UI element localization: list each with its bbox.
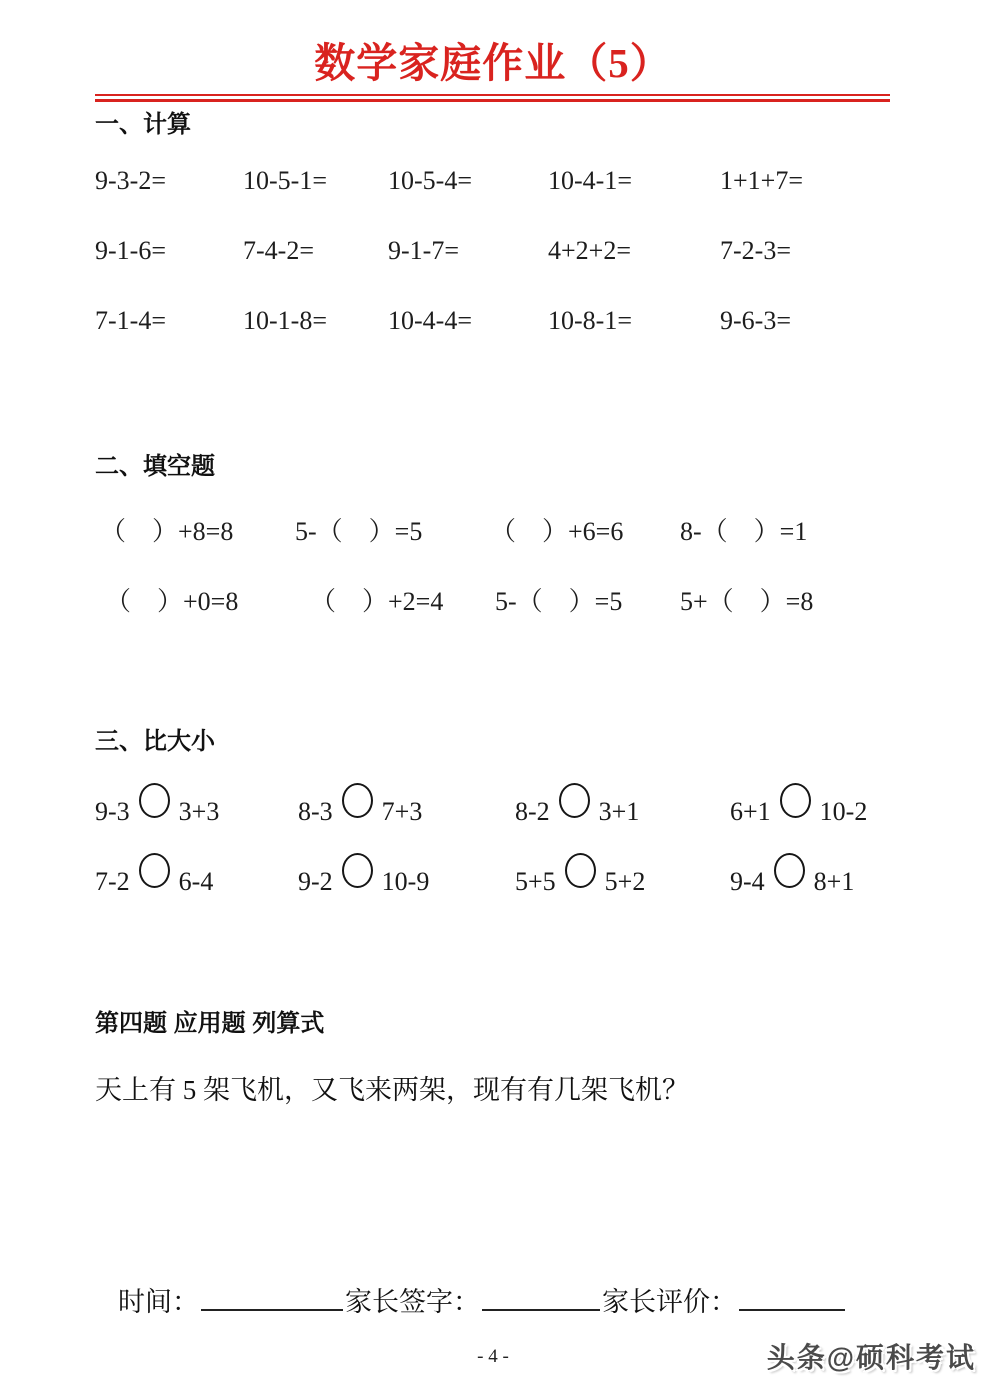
fill-problem: （ ）+2=4 <box>310 587 444 616</box>
compare-right: 6-4 <box>178 867 214 896</box>
fill-problem: 5-（ ）=5 <box>495 587 623 616</box>
fill-problem: （ ）+6=6 <box>490 517 624 546</box>
calc-problem: 10-1-8= <box>243 306 327 335</box>
calc-row-3 <box>95 306 895 348</box>
compare-item <box>298 853 429 897</box>
calc-problem: 10-4-4= <box>388 306 472 335</box>
calc-problem: 7-4-2= <box>243 236 314 265</box>
page-title: 数学家庭作业（5） <box>314 40 672 86</box>
section-fill-heading: 二、填空题 <box>95 453 215 480</box>
calc-row-1 <box>95 166 895 208</box>
compare-left: 9-2 <box>298 867 333 896</box>
compare-left: 9-3 <box>95 797 130 826</box>
calc-problem: 9-1-7= <box>388 236 459 265</box>
fill-row-2 <box>95 581 895 623</box>
calc-problem: 10-8-1= <box>548 306 632 335</box>
compare-left: 8-2 <box>515 797 550 826</box>
fill-problem: 5-（ ）=5 <box>295 517 423 546</box>
calc-problem: 9-3-2= <box>95 166 166 195</box>
compare-right: 3+3 <box>178 797 220 826</box>
compare-right: 3+1 <box>598 797 640 826</box>
section-word-problem-heading: 第四题 应用题 列算式 <box>95 1010 325 1037</box>
compare-left: 8-3 <box>298 797 333 826</box>
calc-problem: 10-4-1= <box>548 166 632 195</box>
parent-eval-blank <box>739 1283 845 1311</box>
compare-item <box>515 783 639 827</box>
compare-left: 5+5 <box>515 867 556 896</box>
compare-item <box>515 853 645 897</box>
word-problem-text: 天上有 5 架飞机，又飞来两架，现有有几架飞机？ <box>95 1075 689 1105</box>
compare-circle <box>139 853 170 888</box>
compare-right: 8+1 <box>813 867 855 896</box>
section-compare-heading: 三、比大小 <box>95 728 215 755</box>
compare-circle <box>559 783 590 818</box>
compare-left: 6+1 <box>730 797 771 826</box>
parent-eval-label: 家长评价： <box>602 1287 737 1317</box>
compare-right: 7+3 <box>381 797 423 826</box>
compare-circle <box>139 783 170 818</box>
calc-problem: 10-5-4= <box>388 166 472 195</box>
compare-right: 5+2 <box>604 867 646 896</box>
compare-circle <box>774 853 805 888</box>
compare-item <box>298 783 422 827</box>
compare-circle <box>342 853 373 888</box>
calc-problem: 10-5-1= <box>243 166 327 195</box>
calc-problem: 7-1-4= <box>95 306 166 335</box>
parent-sign-label: 家长签字： <box>345 1287 480 1317</box>
compare-left: 7-2 <box>95 867 130 896</box>
calc-row-2 <box>95 236 895 278</box>
title-double-rule <box>95 94 890 102</box>
fill-problem: （ ）+0=8 <box>105 587 239 616</box>
fill-problem: （ ）+8=8 <box>100 517 234 546</box>
compare-right: 10-2 <box>819 797 868 826</box>
compare-circle <box>780 783 811 818</box>
compare-item <box>95 783 219 827</box>
compare-item <box>730 783 867 827</box>
compare-left: 9-4 <box>730 867 765 896</box>
section-calc-heading: 一、计算 <box>95 111 191 138</box>
compare-row-1 <box>95 783 895 825</box>
compare-item <box>730 853 854 897</box>
compare-circle <box>342 783 373 818</box>
compare-row-2 <box>95 853 895 895</box>
time-label: 时间： <box>118 1287 199 1317</box>
fill-row-1 <box>95 511 895 553</box>
calc-problem: 4+2+2= <box>548 236 631 265</box>
footer-signature-line <box>118 1280 847 1319</box>
calc-problem: 1+1+7= <box>720 166 803 195</box>
fill-problem: 5+（ ）=8 <box>680 587 814 616</box>
time-blank <box>201 1283 343 1311</box>
fill-problem: 8-（ ）=1 <box>680 517 808 546</box>
calc-problem: 7-2-3= <box>720 236 791 265</box>
watermark: 头条@硕科考试 <box>766 1342 976 1373</box>
compare-item <box>95 853 213 897</box>
calc-problem: 9-6-3= <box>720 306 791 335</box>
compare-right: 10-9 <box>381 867 430 896</box>
parent-sign-blank <box>482 1283 600 1311</box>
calc-problem: 9-1-6= <box>95 236 166 265</box>
compare-circle <box>565 853 596 888</box>
page-number: - 4 - <box>477 1346 509 1367</box>
